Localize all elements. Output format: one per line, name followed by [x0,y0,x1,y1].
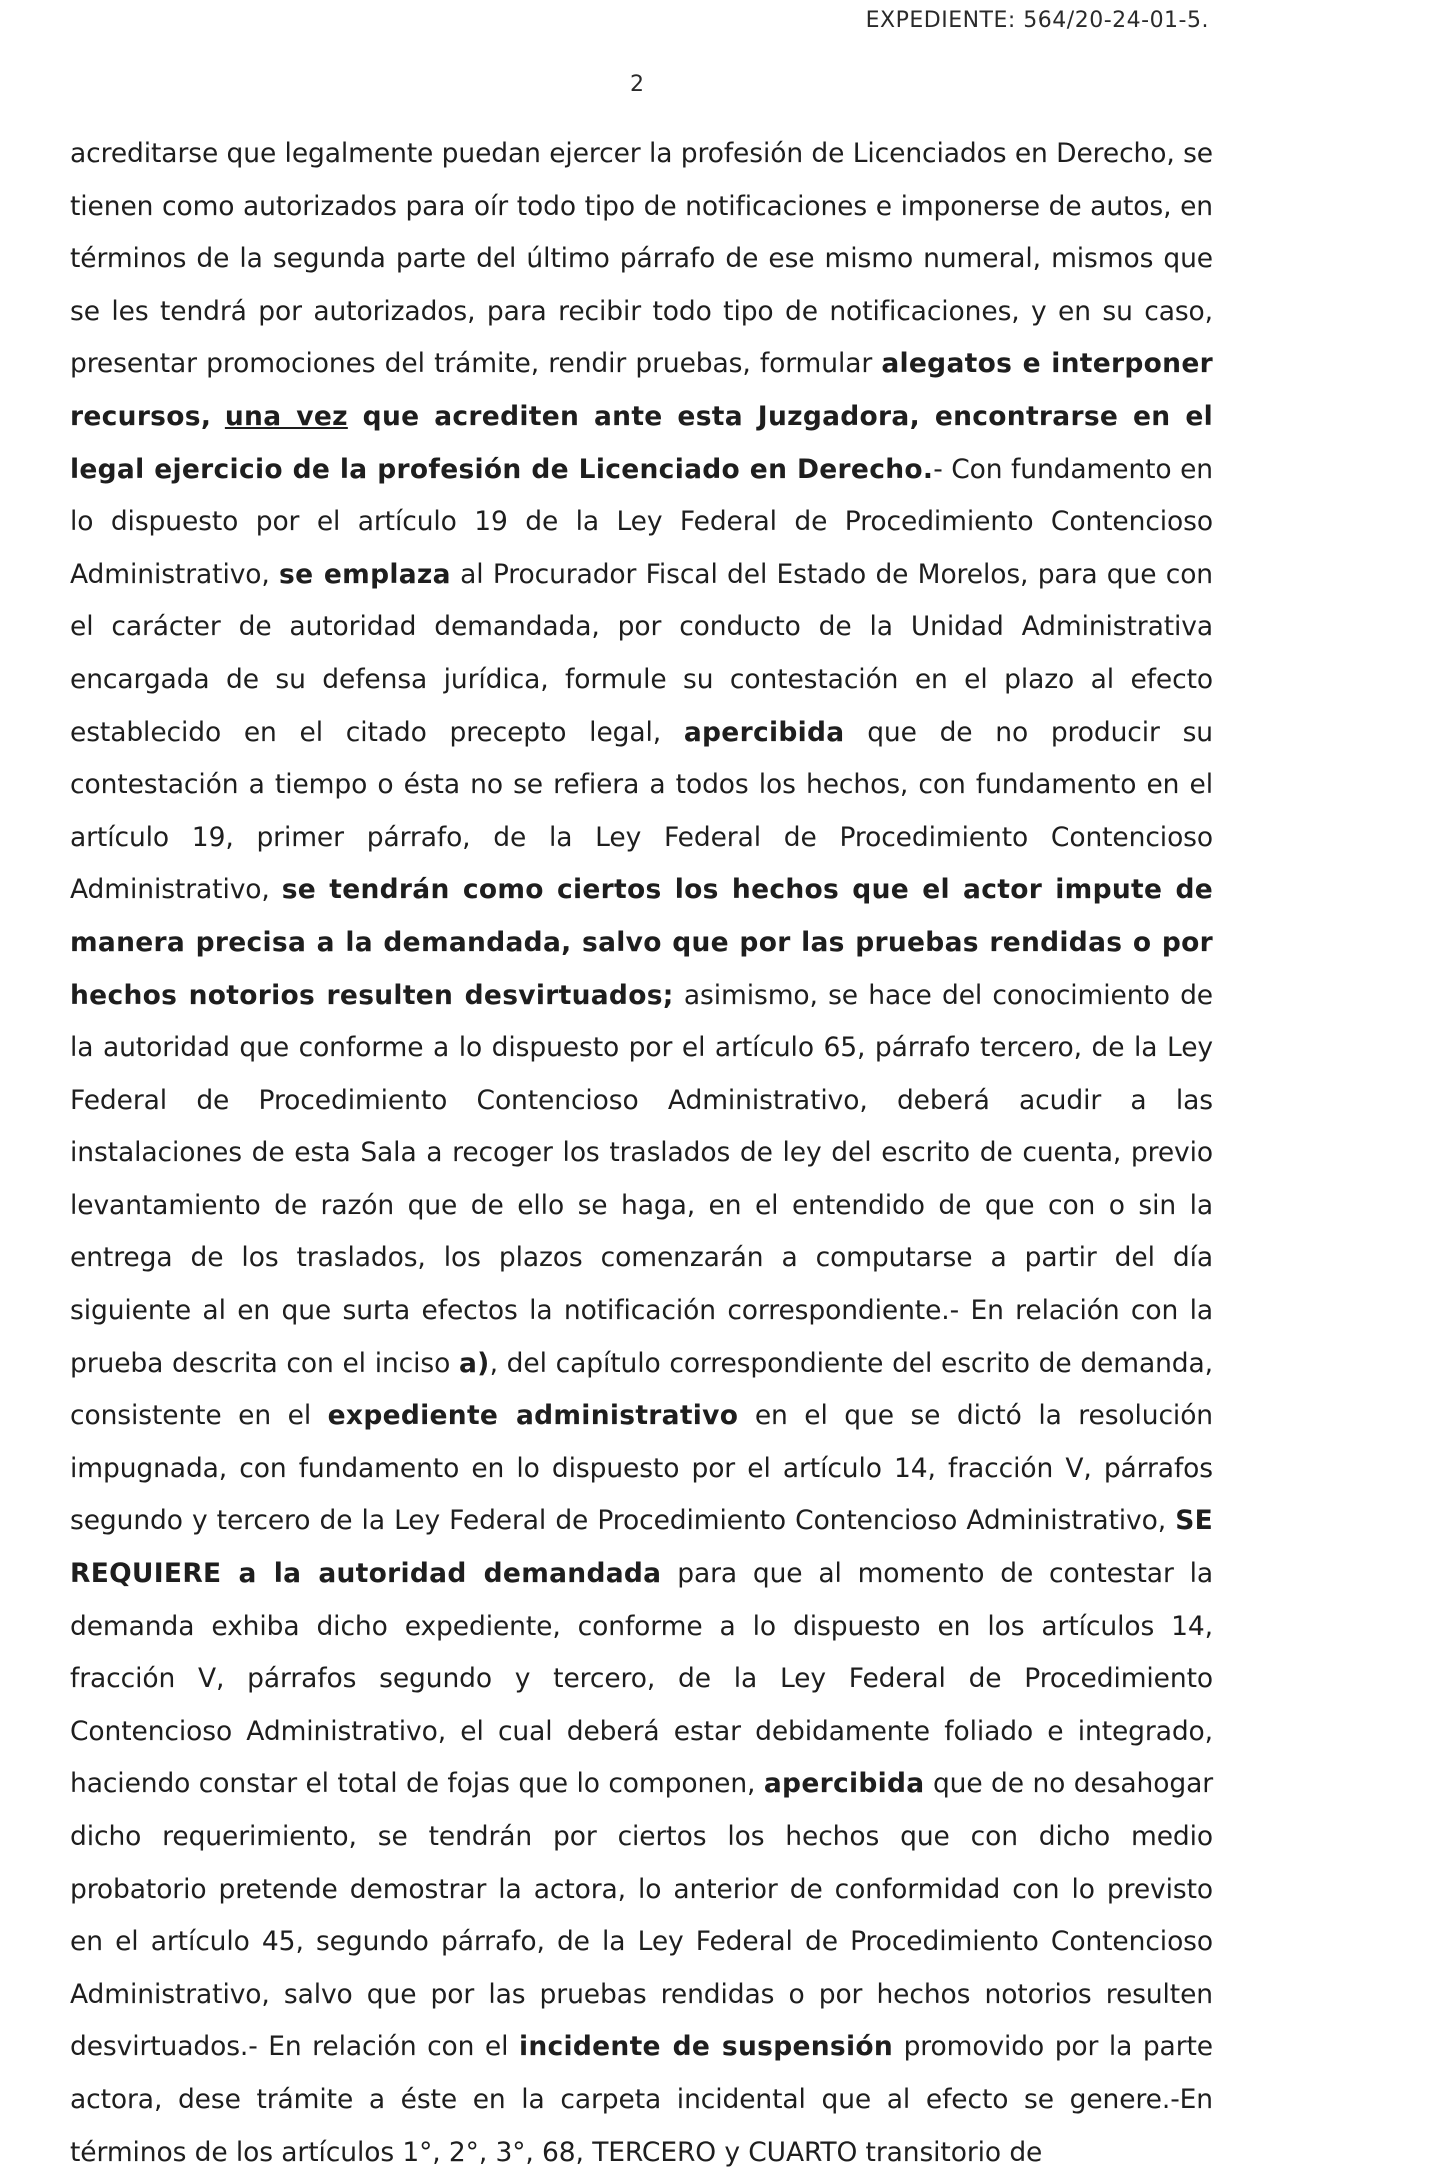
text-run: que de no desahogar dicho requerimiento, se tendrán por ciertos los hechos que con dicho medio probatorio pretende demostrar la actora, lo anterior de conformidad con lo previsto en el artículo 45, segundo párrafo, de la Ley Federal de Procedimiento Contencioso Administrativo, salvo que por las pruebas rendidas o por hechos notorios resulten desvirtuados.- En relación con el [70,1768,1214,2063]
bold-run: apercibida [683,716,845,748]
bold-run: SE REQUIERE a la autoridad demandada [70,1505,1213,1590]
bold-run: incidente de suspensión [518,2031,894,2063]
bold-run: apercibida [763,1768,925,1800]
text-run: promovido por la parte actora, dese trámite a éste en la carpeta incidental que al efecto se genere.-En términos de los artículos 1°, 2°, 3°, 68, TERCERO y CUARTO transitorio de [70,2031,1213,2168]
text-run: acreditarse que legalmente puedan ejercer la profesión de Licenciados en Derecho, se tienen como autorizados para oír todo tipo de notificaciones e imponerse de autos, en términos de la segunda parte del último párrafo de ese mismo numeral, mismos que se les tendrá por autorizados, para recibir todo tipo de notificaciones, y en su caso, presentar promociones del trámite, rendir pruebas, formular [70,138,1213,380]
bold-run: se emplaza [279,558,451,590]
bold-run: se tendrán como ciertos los hechos que el actor impute de manera precisa a la demandada, salvo que por las pruebas rendidas o por hechos notorios resulten desvirtuados; [70,874,1213,1011]
text-run: en el que se dictó la resolución impugnada, con fundamento en lo dispuesto por el artículo 14, fracción V, párrafos segundo y tercero de la Ley Federal de Procedimiento Contencioso Administrativo, [70,1400,1214,1537]
bold-run: expediente administrativo [327,1400,739,1432]
bold-run: que acrediten ante esta Juzgadora, encontrarse en el legal ejercicio de la profesión de Licenciado en Derecho. [70,400,1213,485]
page-number: 2 [630,72,644,97]
bold-underlined-run [225,401,348,432]
text-run: para que al momento de contestar la demanda exhiba dicho expediente, conforme a lo dispuesto en los artículos 14, fracción V, párrafos segundo y tercero, de la Ley Federal de Procedimiento Contencioso Administrativo, el cual deberá estar debidamente foliado e integrado, haciendo constar el total de fojas que lo componen, [70,1558,1213,1800]
text-run: , del capítulo correspondiente del escrito de demanda, consistente en el [70,1347,1213,1432]
text-run: asimismo, se hace del conocimiento de la autoridad que conforme a lo dispuesto por el artículo 65, párrafo tercero, de la Ley Federal de Procedimiento Contencioso Administrativo, deberá acudir a las instalaciones de esta Sala a recoger los traslados de ley del escrito de cuenta, previo levantamiento de razón que de ello se haga, en el entendido de que con o sin la entrega de los traslados, los plazos comenzarán a computarse a partir del día siguiente al en que surta efectos la notificación correspondiente.- En relación con la prueba descrita con el inciso [70,979,1213,1379]
text-run: - Con fundamento en lo dispuesto por el artículo 19 de la Ley Federal de Procedimiento Contencioso Administrativo, [70,453,1213,590]
text-run: al Procurador Fiscal del Estado de Morelos, para que con el carácter de autoridad demandada, por conducto de la Unidad Administrativa encargada de su defensa jurídica, formule su contestación en el plazo al efecto establecido en el citado precepto legal, [70,558,1214,748]
body-paragraph [70,128,1213,2179]
bold-run: alegatos e interponer recursos, [70,348,1213,432]
expediente-header: EXPEDIENTE: 564/20-24-01-5. [865,8,1209,33]
underlined-run: una vez [224,400,348,432]
text-run [211,401,225,432]
bold-run: a) [458,1347,490,1379]
text-run: que de no producir su contestación a tiempo o ésta no se refiera a todos los hechos, con fundamento en el artículo 19, primer párrafo, de la Ley Federal de Procedimiento Contencioso Administrativo, [70,716,1213,906]
